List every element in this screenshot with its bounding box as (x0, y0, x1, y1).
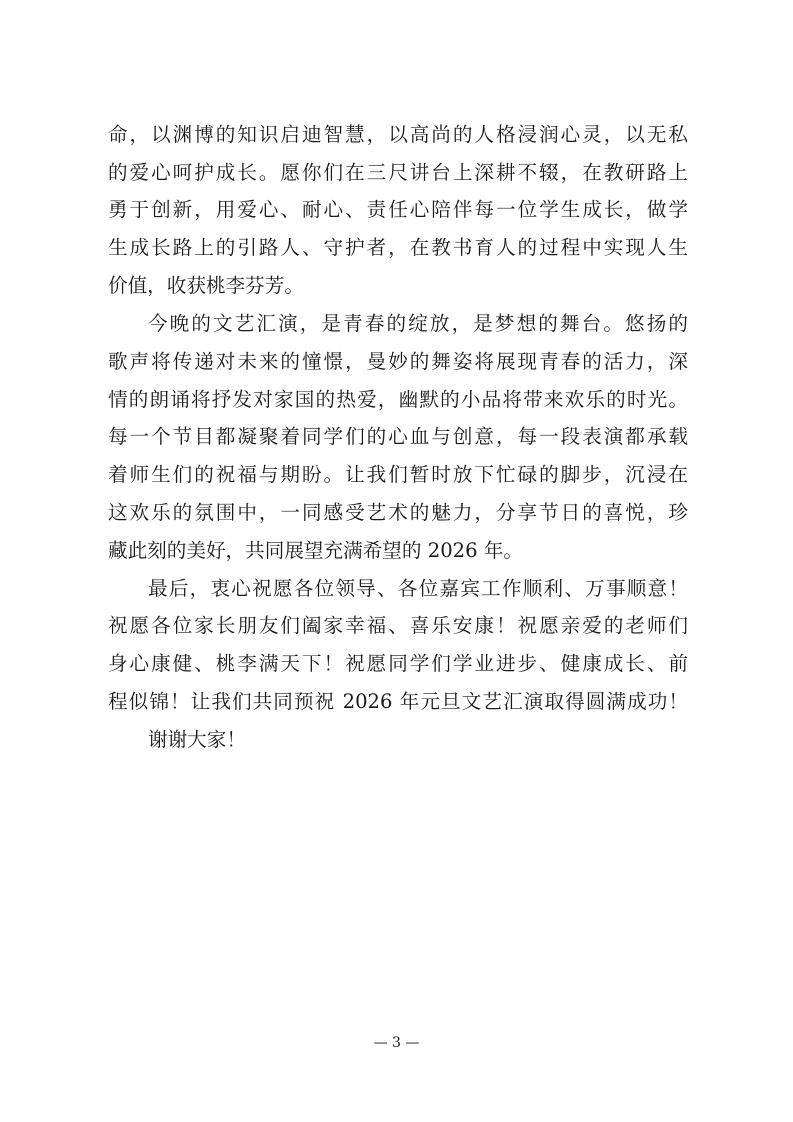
text-line: 藏此刻的美好，共同展望充满希望的 2026 年。 (108, 539, 524, 562)
text-line: 歌声将传递对未来的憧憬，曼妙的舞姿将展现青春的活力，深 (108, 350, 688, 373)
paragraph-first-line: 最后，衷心祝愿各位领导、各位嘉宾工作顺利、万事顺意！ (148, 577, 688, 600)
text-line: 情的朗诵将抒发对家国的热爱，幽默的小品将带来欢乐的时光。 (108, 388, 688, 411)
paragraph-first-line: 今晚的文艺汇演，是青春的绽放，是梦想的舞台。悠扬的 (148, 312, 688, 335)
text-line: 的爱心呵护成长。愿你们在三尺讲台上深耕不辍，在教研路上 (108, 161, 688, 184)
text-line: 勇于创新，用爱心、耐心、责任心陪伴每一位学生成长，做学 (108, 198, 688, 221)
text-line: 价值，收获桃李芬芳。 (108, 274, 304, 297)
text-line: 这欢乐的氛围中，一同感受艺术的魅力，分享节日的喜悦，珍 (108, 501, 688, 524)
text-line: 程似锦！让我们共同预祝 2026 年元旦文艺汇演取得圆满成功！ (108, 690, 688, 713)
text-line: 祝愿各位家长朋友们阖家幸福、喜乐安康！祝愿亲爱的老师们 (108, 614, 688, 637)
closing-line: 谢谢大家！ (148, 728, 246, 751)
text-line: 每一个节目都凝聚着同学们的心血与创意，每一段表演都承载 (108, 425, 688, 448)
text-line: 生成长路上的引路人、守护者，在教书育人的过程中实现人生 (108, 236, 688, 259)
text-line: 着师生们的祝福与期盼。让我们暂时放下忙碌的脚步，沉浸在 (108, 463, 688, 486)
text-line: 命，以渊博的知识启迪智慧，以高尚的人格浸润心灵，以无私 (108, 123, 688, 146)
text-line: 身心康健、桃李满天下！祝愿同学们学业进步、健康成长、前 (108, 652, 688, 675)
page-number: — 3 — (373, 1035, 420, 1051)
